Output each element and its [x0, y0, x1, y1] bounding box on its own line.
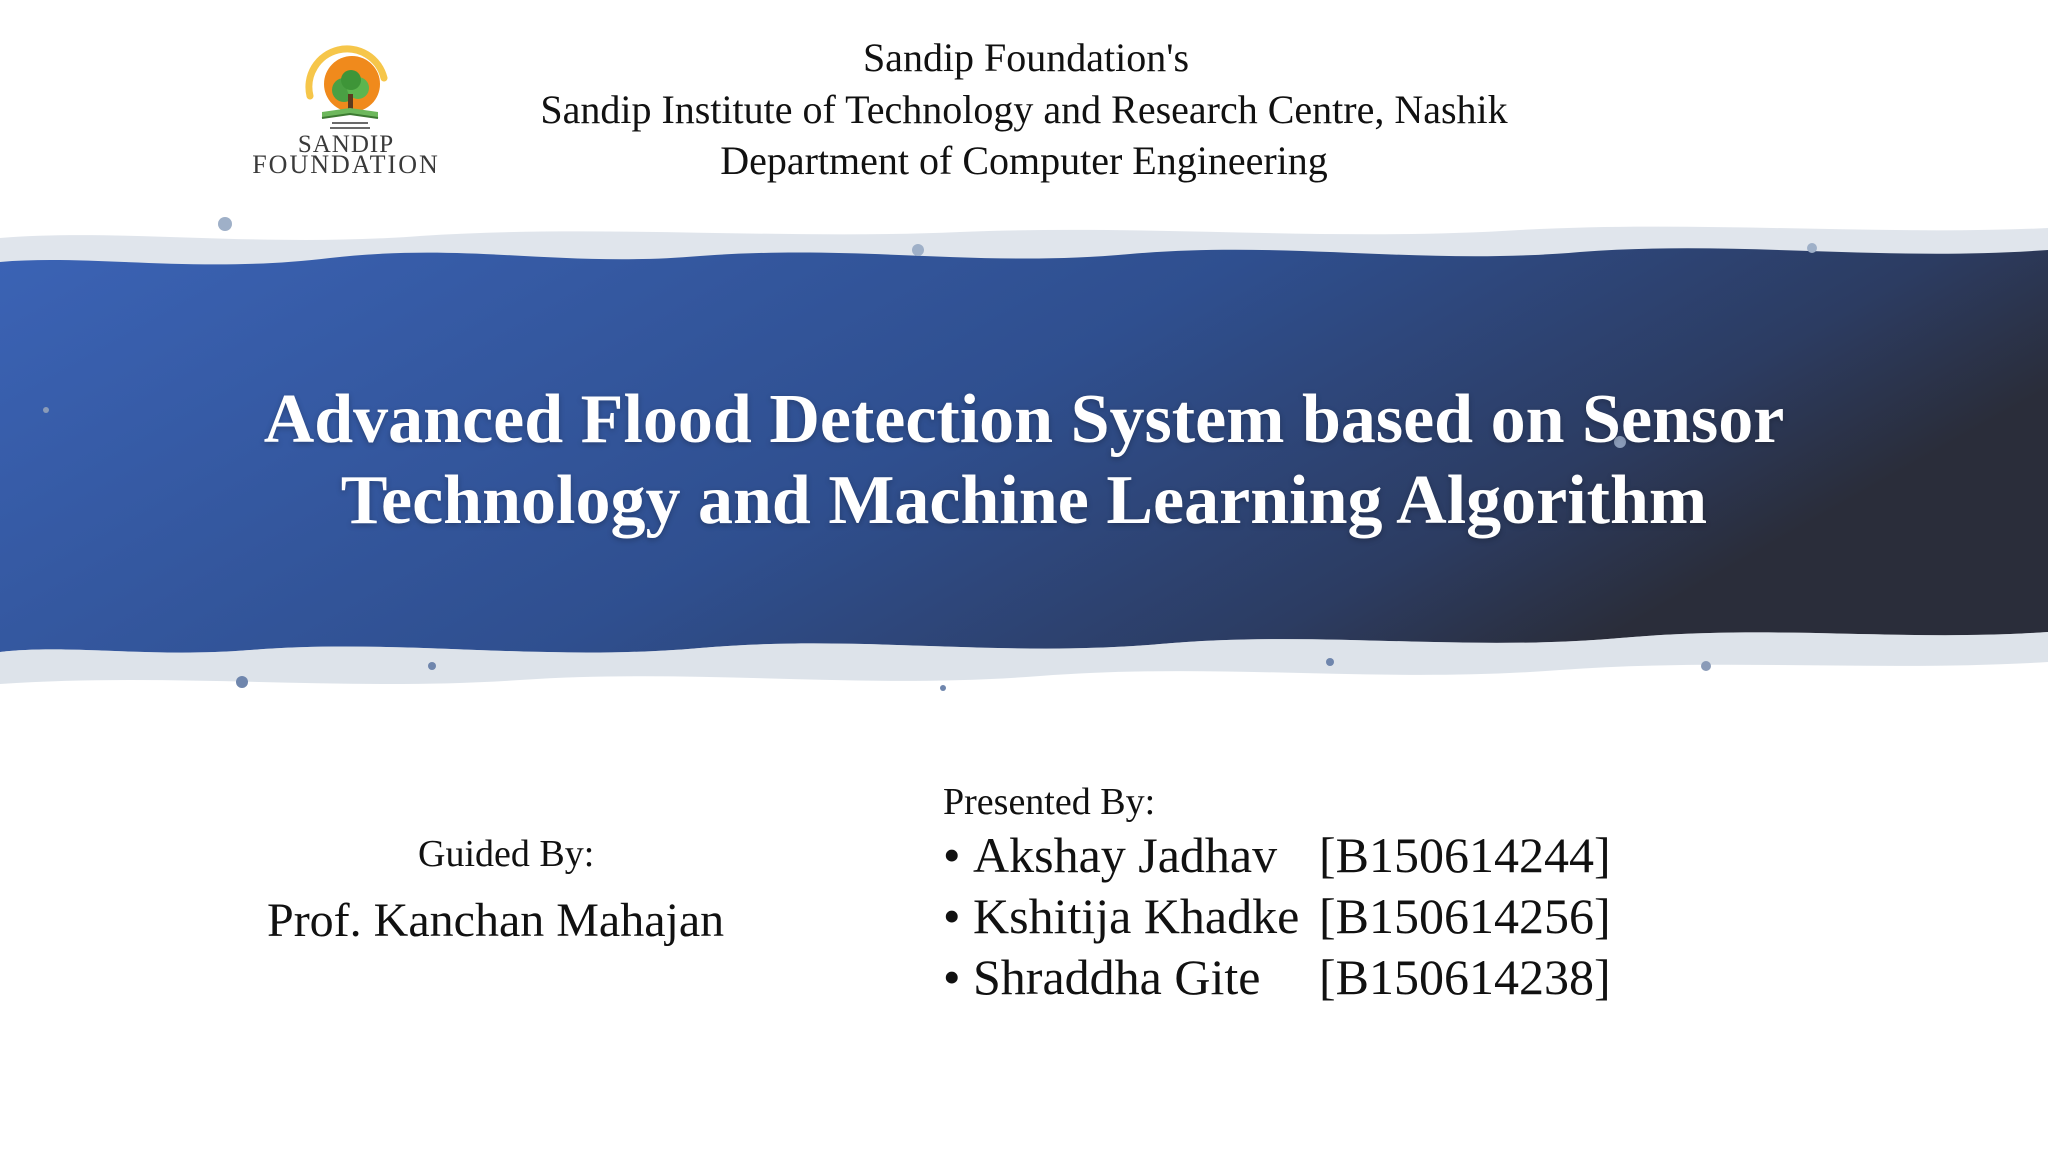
presenter-id: [B150614238] — [1319, 949, 1611, 1005]
institute-name: Sandip Institute of Technology and Research Centre, Nashik — [540, 87, 1508, 132]
presenter-name: Kshitija Khadke — [973, 888, 1300, 944]
bullet: • — [943, 888, 961, 944]
logo-name-line1: SANDIP — [297, 131, 395, 158]
title-banner — [0, 210, 2048, 710]
presentation-title-line1: Advanced Flood Detection System based on Sensor — [263, 381, 1785, 458]
presenter-id: [B150614256] — [1319, 888, 1611, 944]
presentation-title-line2: Technology and Machine Learning Algorithm — [340, 462, 1708, 539]
foundation-name: Sandip Foundation's — [862, 35, 1190, 80]
logo-name-line2: FOUNDATION — [252, 150, 440, 179]
presenter-name: Shraddha Gite — [973, 949, 1261, 1005]
guide-name: Prof. Kanchan Mahajan — [267, 894, 725, 947]
department-name: Department of Computer Engineering — [720, 138, 1328, 183]
presenter-name: Akshay Jadhav — [973, 827, 1278, 883]
bullet: • — [943, 827, 961, 883]
guided-by-label: Guided By: — [418, 833, 595, 875]
bullet: • — [943, 949, 961, 1005]
presenter-id: [B150614244] — [1319, 827, 1611, 883]
presented-by-label: Presented By: — [943, 781, 1156, 823]
